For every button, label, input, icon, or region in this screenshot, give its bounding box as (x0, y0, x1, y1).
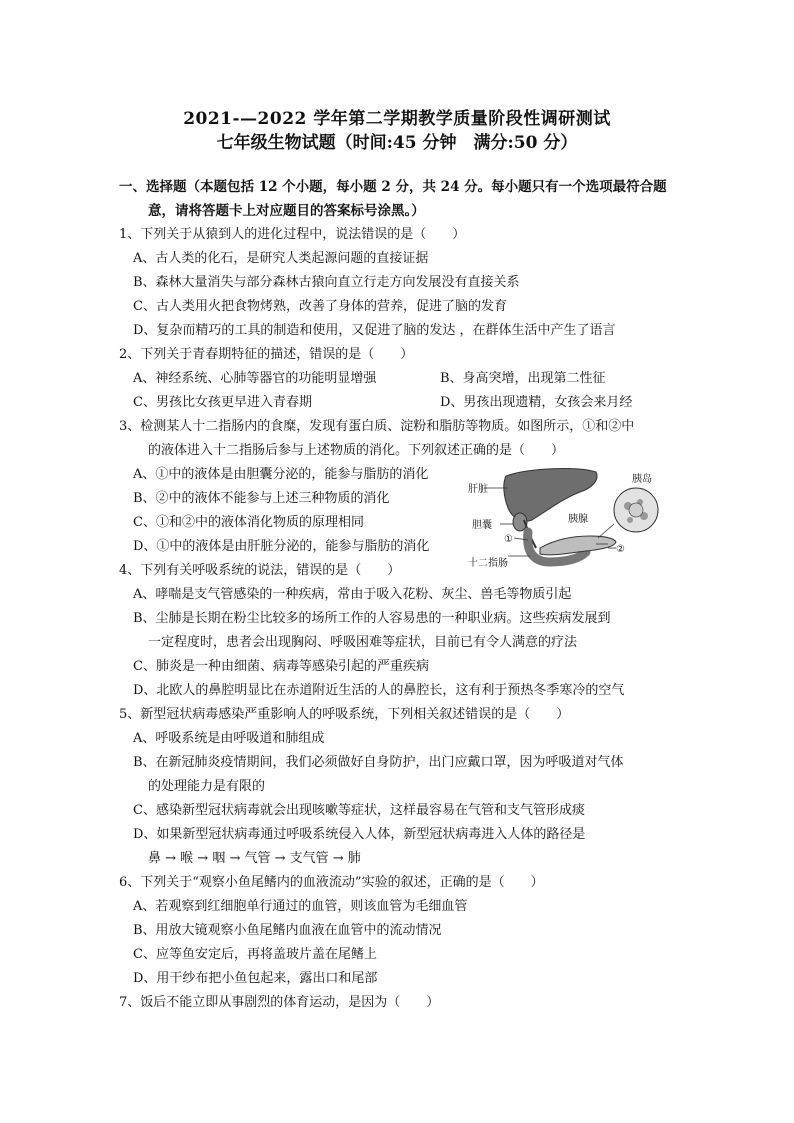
label-duodenum: 十二指肠 (468, 558, 508, 569)
question-5-stem: 5、新型冠状病毒感染严重影响人的呼吸系统，下列相关叙述错误的是（ ） (119, 707, 570, 722)
label-liver: 肝脏 (468, 484, 488, 495)
label-islet: 胰岛 (632, 474, 652, 485)
question-6-option-d: D、用干纱布把小鱼包起来，露出口和尾部 (133, 971, 378, 986)
question-6-option-c: C、应等鱼安定后，再将盖玻片盖在尾鳍上 (133, 947, 377, 962)
question-6-option-a: A、若观察到红细胞单行通过的血管，则该血管为毛细血管 (133, 899, 468, 914)
question-1-option-c: C、古人类用火把食物烤熟，改善了身体的营养，促进了脑的发育 (133, 299, 507, 314)
question-1-stem: 1、下列关于从猿到人的进化过程中，说法错误的是（ ） (119, 227, 466, 242)
question-2-option-a: A、神经系统、心肺等器官的功能明显增强 (133, 371, 377, 386)
question-4-option-a: A、哮喘是支气管感染的一种疾病，常由于吸入花粉、灰尘、兽毛等物质引起 (133, 587, 572, 602)
question-3-option-c: C、①和②中的液体消化物质的原理相同 (133, 515, 364, 530)
question-5-option-d: D、如果新型冠状病毒通过呼吸系统侵入人体，新型冠状病毒进入人体的路径是 (133, 827, 586, 842)
question-5-option-a: A、呼吸系统是由呼吸道和肺组成 (133, 731, 325, 746)
label-gallbladder: 胆囊 (472, 520, 492, 531)
question-4-option-c: C、肺炎是一种由细菌、病毒等感染引起的严重疾病 (133, 659, 429, 674)
question-2-option-b: B、身高突增，出现第二性征 (440, 371, 606, 386)
question-5-option-b: B、在新冠肺炎疫情期间，我们必须做好自身防护，出门应戴口罩，因为呼吸道对气体 (133, 755, 624, 770)
question-4-stem: 4、下列有关呼吸系统的说法，错误的是（ ） (119, 563, 401, 578)
section-heading: 一、选择题（本题包括 12 个小题，每小题 2 分，共 24 分。每小题只有一个选项最符合题 (119, 179, 667, 195)
label-mark-1: ① (504, 534, 513, 545)
question-1-option-b: B、森林大量消失与部分森林古猿向直立行走方向发展没有直接关系 (133, 275, 520, 290)
question-1-option-a: A、古人类的化石，是研究人类起源问题的直接证据 (133, 251, 429, 266)
question-3-stem: 3、检测某人十二指肠内的食糜，发现有蛋白质、淀粉和脂肪等物质。如图所示，①和②中 (119, 419, 635, 434)
pancreas-shape (540, 536, 616, 555)
question-2-option-c: C、男孩比女孩更早进入青春期 (133, 395, 312, 410)
question-3-stem-cont: 的液体进入十二指肠后参与上述物质的消化。下列叙述正确的是（ ） (148, 443, 565, 458)
question-3-option-d: D、①中的液体是由肝脏分泌的，能参与脂肪的消化 (133, 539, 430, 554)
question-5-option-b-cont: 的处理能力是有限的 (148, 779, 266, 794)
question-5-option-d-cont: 鼻 → 喉 → 咽 → 气管 → 支气管 → 肺 (148, 851, 361, 866)
digestive-organs-figure (468, 462, 668, 572)
question-3-option-a: A、①中的液体是由胆囊分泌的，能参与脂肪的消化 (133, 467, 429, 482)
section-heading-cont: 意，请将答题卡上对应题目的答案标号涂黑。） (148, 203, 425, 219)
question-3-option-b: B、②中的液体不能参与上述三种物质的消化 (133, 491, 390, 506)
question-2-stem: 2、下列关于青春期特征的描述，错误的是（ ） (119, 347, 414, 362)
question-4-option-d: D、北欧人的鼻腔明显比在赤道附近生活的人的鼻腔长，这有利于预热冬季寒冷的空气 (133, 683, 625, 698)
label-pancreas: 胰腺 (568, 514, 588, 525)
question-1-option-d: D、复杂而精巧的工具的制造和使用，又促进了脑的发达 ，在群体生活中产生了语言 (133, 323, 616, 338)
exam-subtitle: 七年级生物试题（时间:45 分钟 满分:50 分） (216, 133, 578, 153)
question-2-option-d: D、男孩出现遗精，女孩会来月经 (440, 395, 633, 410)
question-7-stem: 7、饭后不能立即从事剧烈的体育运动，是因为（ ） (119, 995, 440, 1010)
question-5-option-c: C、感染新型冠状病毒就会出现咳嗽等症状，这样最容易在气管和支气管形成痰 (133, 803, 585, 818)
question-4-option-b: B、尘肺是长期在粉尘比较多的场所工作的人容易患的一种职业病。这些疾病发展到 (133, 611, 611, 626)
label-mark-2: ② (616, 544, 625, 555)
question-6-option-b: B、用放大镜观察小鱼尾鳍内血液在血管中的流动情况 (133, 923, 442, 938)
question-4-option-b-cont: 一定程度时，患者会出现胸闷、呼吸困难等症状，目前已有令人满意的疗法 (148, 635, 578, 650)
question-6-stem: 6、下列关于“观察小鱼尾鳍内的血液流动”实验的叙述，正确的是（ ） (119, 875, 544, 890)
exam-title: 2021-—2022 学年第二学期教学质量阶段性调研测试 (183, 109, 611, 129)
